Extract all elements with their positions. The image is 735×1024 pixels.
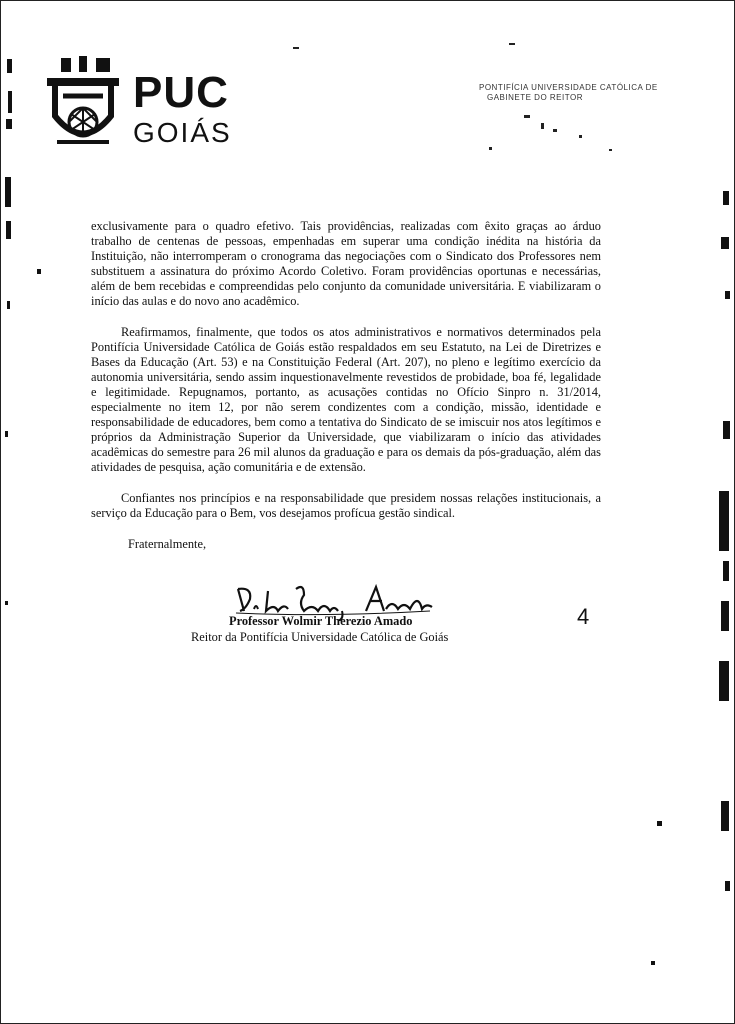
- letter-body: [91, 219, 601, 521]
- puc-goias-logo: [41, 56, 241, 156]
- paragraph-2: Reafirmamos, finalmente, que todos os atos administrativos e normativos determinados pela Pontifícia Universidade Católica de Goiás estão respaldados em seu Estatuto, na Lei de Diretrizes e Bases da Educação (Art. 53) e na Constituição Federal (Art. 207), no pleno e legítimo exercício da autonomia universitária, sendo assim inquestionavelmente revestidos de probidade, boa fé, legalidade e legitimidade. Repugnamos, portanto, as acusações contidas no Ofício Sinpro n. 31/2014, especialmente no item 12, por não serem condizentes com a condição, missão, identidade e responsabilidade de educadores, bem como a tentativa do Sindicato de se imiscuir nos atos legítimos e próprios da Administração Superior da Universidade, que viabilizaram o início das atividades acadêmicas do semestre para 26 mil alunos da graduação e para os demais da pós-graduação, além das atividades de pesquisa, ação comunitária e de extensão.: [91, 324, 601, 475]
- paragraph-1: exclusivamente para o quadro efetivo. Tais providências, realizadas com êxito graças ao árduo trabalho de centenas de pessoas, empenhadas em superar uma condição inédita na história da Instituição, não interromperam o cronograma das negociações com o Sindicato dos Professores nem substituem a assinatura do próximo Acordo Coletivo. Foram providências oportunas e necessárias, além de bem recebidas e compreendidas pelo conjunto da comunidade universitária. E viabilizaram o início das aulas e do novo ano acadêmico.: [91, 219, 601, 309]
- stamp-line-2: GABINETE DO REITOR: [487, 93, 583, 102]
- page-number: 4: [577, 604, 590, 629]
- stamp-line-1: PONTIFÍCIA UNIVERSIDADE CATÓLICA DE: [479, 83, 658, 92]
- signatory-name: Professor Wolmir Therezio Amado: [229, 614, 413, 628]
- closing-salutation: Fraternalmente,: [128, 537, 207, 551]
- signatory-title: Reitor da Pontifícia Universidade Católica de Goiás: [191, 630, 449, 644]
- paragraph-3: Confiantes nos princípios e na responsabilidade que presidem nossas relações institucionais, a serviço da Educação para o Bem, vos desejamos profícua gestão sindical.: [91, 490, 601, 520]
- university-seal-icon: [41, 56, 126, 151]
- logo-text-puc: PUC: [133, 68, 229, 117]
- rectorate-stamp: [469, 83, 669, 163]
- logo-text-goias: GOIÁS: [133, 117, 232, 148]
